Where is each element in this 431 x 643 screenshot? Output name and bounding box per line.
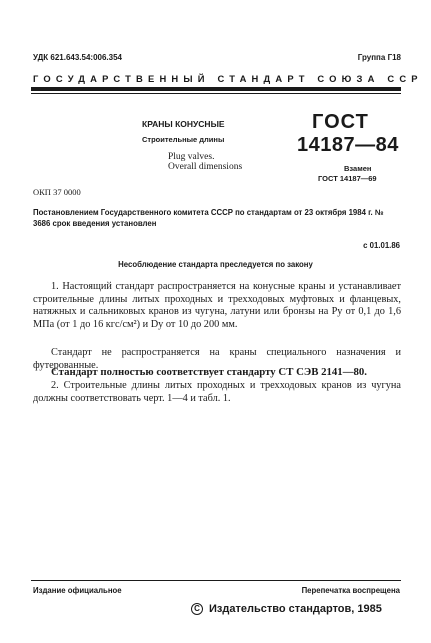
publisher-name: Издательство стандартов, 1985 bbox=[209, 603, 382, 615]
title-en bbox=[168, 152, 242, 172]
decree-text: Постановлением Государственного комитета СССР по стандартам от 23 октября 1984 г. № 3686 срок введения установлен bbox=[33, 208, 384, 228]
group-code: Группа Г18 bbox=[357, 53, 401, 62]
publisher-line bbox=[191, 603, 382, 615]
subtitle-ru: Строительные длины bbox=[142, 135, 225, 144]
title-ru: КРАНЫ КОНУСНЫЕ bbox=[142, 119, 225, 129]
header-rule-thin bbox=[31, 93, 401, 94]
state-standard-banner: ГОСУДАРСТВЕННЫЙ СТАНДАРТ СОЮЗА ССР bbox=[33, 73, 423, 84]
footer-rule bbox=[31, 580, 401, 581]
copyright-icon: C bbox=[191, 603, 203, 615]
udc-code: УДК 621.643.54:006.354 bbox=[33, 53, 122, 62]
gost-label: ГОСТ bbox=[312, 111, 369, 133]
violation-note: Несоблюдение стандарта преследуется по закону bbox=[118, 260, 313, 269]
replaced-standard: ГОСТ 14187—69 bbox=[318, 174, 377, 183]
okp-code: ОКП 37 0000 bbox=[33, 187, 81, 197]
gost-number: 14187—84 bbox=[297, 134, 399, 156]
title-en-line-1: Plug valves. bbox=[168, 152, 215, 162]
paragraph-3: Стандарт полностью соответствует стандарту СТ СЭВ 2141—80. bbox=[51, 366, 368, 378]
paragraph-1: 1. Настоящий стандарт распространяется на конусные краны и устанавливает строительные длины литых проходных и трехходовых муфтовых и фланцевых, натяжных и сальниковых кранов из чугуна, латуни или бронзы на Pу от 0,1 до 1,6 МПа (от 1 до 16 кгс/см²) и Dу от 10 до 200 мм. bbox=[33, 281, 401, 330]
paragraph-2: Стандарт не распространяется на краны специального назначения и футерованные. bbox=[33, 347, 401, 371]
replaced-label: Взамен bbox=[344, 164, 372, 173]
effective-date: с 01.01.86 bbox=[363, 241, 400, 250]
title-en-line-2: Overall dimensions bbox=[168, 162, 243, 172]
official-edition-label: Издание официальное bbox=[33, 586, 122, 595]
paragraph-4: 2. Строительные длины литых проходных и трехходовых кранов из чугуна должны соответствовать черт. 1—4 и табл. 1. bbox=[33, 380, 401, 404]
reprint-prohibited-label: Перепечатка воспрещена bbox=[301, 586, 400, 595]
header-rule-thick bbox=[31, 87, 401, 91]
